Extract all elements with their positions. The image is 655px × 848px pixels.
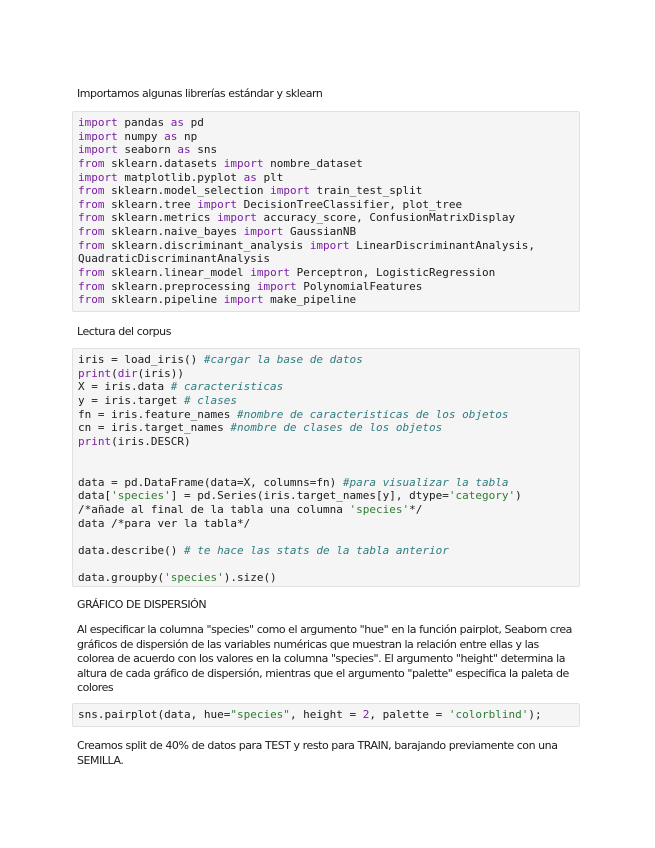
code-text: make_pipeline [263,293,357,307]
code-text: data /*para ver la tabla*/ [78,516,251,530]
keyword-token: import [78,129,118,143]
code-text: sklearn.naive_bayes [104,225,244,239]
code-text: fn = iris.feature_names [78,407,237,421]
code-line [78,530,579,544]
keyword-token: import [197,197,237,211]
code-text: ) [515,489,522,503]
code-text: ).size() [223,571,277,585]
code-line [78,394,579,408]
keyword-token: import [223,293,264,307]
code-line [78,130,579,144]
code-line [78,571,579,585]
intro-imports-text: Importamos algunas librerías estándar y sklearn [77,87,323,100]
code-line [78,462,579,476]
keyword-token: as [164,129,178,143]
keyword-token: import [243,225,284,239]
code-line [78,239,579,253]
code-text: data[ [78,489,112,503]
keyword-token: as [170,116,184,129]
string-token: 'colorblind' [448,708,529,721]
code-text: nombre_dataset [263,156,363,170]
code-text: data.groupby( [78,571,165,585]
code-text: y = iris.target [78,393,184,407]
code-text: ( [111,366,118,380]
keyword-token: import [309,238,350,252]
pairplot-explanation-text: Al especificar la columna "species" como el argumento "hue" en la función pairplot, Seaborn crea gráficos de dispersión de las variables numéricas que muestran la relación entre ellas y las colorea de acuerdo con los valores en la columna "species". El argumento "height" determina la altura de cada gráfico de dispersión, mientras que el argumento "palette" especifica la paleta de colores [77,623,572,695]
code-line [78,252,579,266]
comment-token: # te hace las stats de la tabla anterior [183,543,449,557]
comment-token: # caracteristicas [170,380,284,394]
code-line [78,157,579,171]
code-line [78,544,579,558]
string-token: 'species' [349,503,410,517]
code-text: iris = load_iris() [78,353,204,366]
builtin-token: print [78,366,112,380]
code-cell-load-corpus[interactable] [72,348,580,587]
code-line [78,184,579,198]
code-line [78,266,579,280]
code-line [78,380,579,394]
string-token: 'category' [448,489,516,503]
split-description-text: Creamos split de 40% de datos para TEST y resto para TRAIN, barajando previamente con una SEMILLA. [77,739,558,767]
keyword-token: from [78,266,105,280]
keyword-token: from [78,279,105,293]
code-text: seaborn [117,143,178,157]
code-text: (iris.DESCR) [111,434,191,448]
keyword-token: from [78,184,105,198]
code-line [78,517,579,531]
code-text: train_test_split [309,184,423,198]
code-line [78,448,579,462]
code-line [78,503,579,517]
comment-token: #para visualizar la tabla [342,475,509,489]
keyword-token: import [217,211,257,225]
code-text: ] = pd.Series(iris.target_names[y], dtype= [170,489,449,503]
keyword-token: as [177,143,191,157]
keyword-token: as [243,170,257,184]
code-line [78,476,579,490]
keyword-token: from [78,211,105,225]
code-line [78,171,579,185]
keyword-token: import [78,116,118,129]
comment-token: # clases [183,393,237,407]
code-line [78,280,579,294]
builtin-token: dir [117,366,138,380]
code-line [78,435,579,449]
code-text: PolynomialFeatures [296,279,423,293]
code-text: sklearn.model_selection [104,184,271,198]
scatter-heading-text: GRÁFICO DE DISPERSIÓN [77,598,207,611]
code-text: matplotlib.pyplot [117,170,244,184]
comment-token: #cargar la base de datos [203,353,363,366]
builtin-token: print [78,434,112,448]
keyword-token: from [78,225,105,239]
code-text: sns.pairplot(data, hue= [78,708,231,721]
code-line [78,211,579,225]
code-text: sklearn.linear_model [104,266,251,280]
code-text: pandas [117,116,171,129]
code-line [78,558,579,572]
keyword-token: import [256,279,297,293]
keyword-token: from [78,293,105,307]
code-line [78,367,579,381]
code-text: pd [183,116,204,129]
code-text: sklearn.metrics [104,211,218,225]
keyword-token: import [250,266,290,280]
code-line [78,143,579,157]
code-text: sns [190,143,218,157]
keyword-token: from [78,197,105,211]
code-text: ); [528,708,542,721]
keyword-token: from [78,238,105,252]
code-line [78,353,579,367]
code-text: data = pd.DataFrame(data=X, columns=fn) [78,475,343,489]
keyword-token: import [78,170,118,184]
code-text: X = iris.data [78,380,171,394]
code-text: DecisionTreeClassifier, plot_tree [236,197,463,211]
code-text: data.describe() [78,543,184,557]
code-text: (iris)) [137,366,184,380]
keyword-token: import [78,143,118,157]
code-text: , palette = [369,708,449,721]
code-text: /*añade al final de la tabla una columna [78,503,350,517]
code-cell-imports[interactable] [72,111,580,312]
code-text: accuracy_score, ConfusionMatrixDisplay [256,211,516,225]
code-text: GaussianNB [283,225,357,239]
string-token: 'species' [164,571,224,585]
code-line [78,198,579,212]
code-text: sklearn.discriminant_analysis [104,238,310,252]
comment-token: #nombre de caracteristicas de los objetos [236,407,509,421]
code-text: sklearn.datasets [104,156,224,170]
code-line [78,293,579,307]
code-cell-pairplot[interactable] [72,703,580,727]
code-text: np [177,129,198,143]
code-text: plt [256,170,284,184]
code-text: LinearDiscriminantAnalysis, [349,238,535,252]
code-text: sklearn.tree [104,197,198,211]
number-token: 2 [362,708,370,721]
code-text: Perceptron, LogisticRegression [289,266,496,280]
code-line [78,489,579,503]
code-text: QuadraticDiscriminantAnalysis [78,252,271,266]
code-text: , height = [289,708,363,721]
code-line [78,408,579,422]
code-line [78,116,579,130]
keyword-token: import [270,184,310,198]
string-token: "species" [230,708,290,721]
code-text: sklearn.pipeline [104,293,224,307]
code-text: cn = iris.target_names [78,421,231,435]
code-text: sklearn.preprocessing [104,279,257,293]
comment-token: #nombre de clases de los objetos [230,421,443,435]
code-line [78,225,579,239]
string-token: 'species' [111,489,171,503]
code-line [78,708,579,722]
code-text: numpy [117,129,165,143]
code-text: */ [409,503,423,517]
keyword-token: import [223,156,264,170]
keyword-token: from [78,156,105,170]
corpus-heading-text: Lectura del corpus [77,325,171,338]
code-line [78,421,579,435]
